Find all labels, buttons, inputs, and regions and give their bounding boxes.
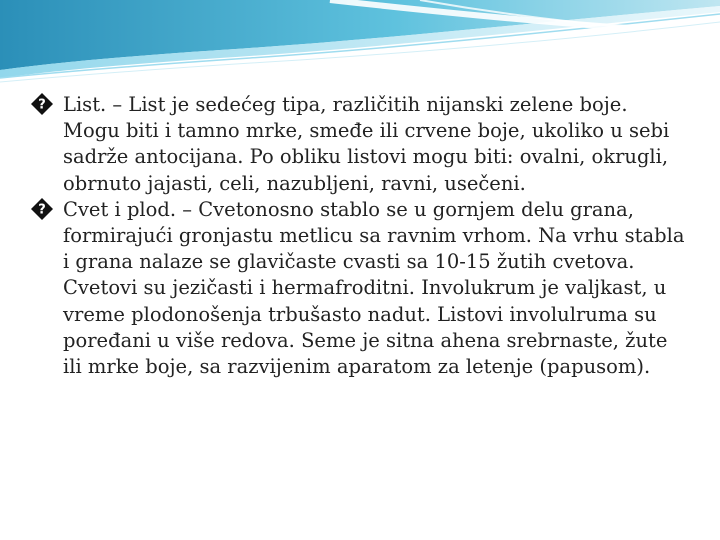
missing-glyph-bullet-icon bbox=[30, 92, 60, 116]
slide-body bbox=[30, 92, 690, 380]
bullet-text: List. – List je sedećeg tipa, različitih nijanski zelene boje. Mogu biti i tamno mrke, smeđe ili crvene boje, ukoliko u sebi sadrže antocijana. Po obliku listovi mogu biti: ovalni, okrugli, obrnuto jajasti, celi, nazubljeni, ravni, usečeni. bbox=[63, 93, 670, 195]
missing-glyph-bullet-icon bbox=[30, 197, 60, 221]
bullet-paragraph-list bbox=[30, 92, 690, 197]
svg-text:?: ? bbox=[38, 202, 46, 218]
bullet-paragraph-flower bbox=[30, 197, 690, 380]
svg-text:?: ? bbox=[38, 97, 46, 113]
header-wave-decoration bbox=[0, 0, 720, 90]
bullet-text: Cvet i plod. – Cvetonosno stablo se u gornjem delu grana, formirajući gronjastu metlicu sa ravnim vrhom. Na vrhu stabla i grana nalaze se glavičaste cvasti sa 10-15 žutih cvetova. Cvetovi su jezičasti i hermafroditni. Involukrum je valjkast, u vreme plodonošenja trbušasto nadut. Listovi involulruma su poređani u više redova. Seme je sitna ahena srebrnaste, žute ili mrke boje, sa razvijenim aparatom za letenje (papusom). bbox=[63, 197, 685, 379]
